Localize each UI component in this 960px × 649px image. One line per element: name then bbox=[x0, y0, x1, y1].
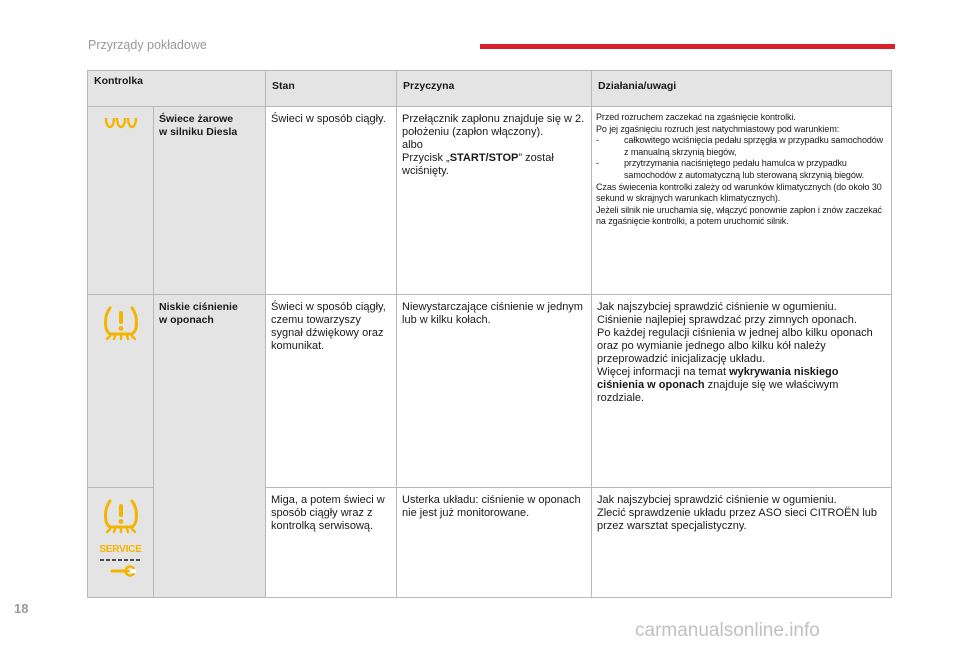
cause-text-2a: Przycisk „ bbox=[402, 152, 450, 164]
indicator-name-line2: w oponach bbox=[159, 314, 214, 326]
tyre-pressure-warning-icon bbox=[101, 329, 141, 346]
indicator-icon-cell bbox=[88, 488, 154, 598]
start-stop-label: START/STOP bbox=[449, 152, 519, 164]
actions-cell bbox=[592, 295, 892, 488]
page-number: 18 bbox=[14, 601, 29, 616]
service-wrench-icon bbox=[89, 544, 152, 583]
note-bullet: - całkowitego wciśnięcia pedału sprzęgła w przypadku samochodów z manualną skrzynią biegów, bbox=[596, 135, 884, 157]
tyre-pressure-warning-icon bbox=[101, 522, 141, 539]
actions-cell bbox=[592, 488, 892, 598]
note-line: Jak najszybciej sprawdzić ciśnienie w ogumieniu. bbox=[597, 494, 837, 506]
glow-plug-icon bbox=[103, 121, 139, 138]
cause-text: Przełącznik zapłonu znajduje się w 2. położeniu (zapłon włączony). bbox=[402, 113, 585, 138]
watermark: carmanualsonline.info bbox=[635, 620, 820, 641]
indicator-name-cell bbox=[154, 295, 266, 598]
cause-or: albo bbox=[402, 139, 423, 151]
service-label: SERVICE bbox=[99, 544, 142, 555]
column-header-cause: Przyczyna bbox=[397, 71, 592, 107]
table-row-glow-plugs bbox=[88, 107, 892, 295]
table-row-low-pressure bbox=[88, 295, 892, 488]
actions-cell bbox=[592, 107, 892, 295]
indicator-icon-cell bbox=[88, 295, 154, 488]
cause-cell bbox=[397, 107, 592, 295]
indicator-name-cell bbox=[154, 107, 266, 295]
note-line: Przed rozruchem zaczekać na zgaśnięcie kontrolki. bbox=[596, 112, 796, 122]
column-header-indicator: Kontrolka bbox=[88, 71, 266, 107]
note-line: Po jej zgaśnięciu rozruch jest natychmiastowy pod warunkiem: bbox=[596, 123, 840, 134]
column-header-state: Stan bbox=[266, 71, 397, 107]
indicator-name-line1: Świece żarowe bbox=[159, 113, 234, 125]
note-line: Więcej informacji na temat bbox=[597, 366, 730, 378]
state-cell: Świeci w sposób ciągły. bbox=[266, 107, 397, 295]
note-line: znajduje się we właściwym rozdziale. bbox=[597, 379, 839, 404]
cause-text-2b: ” został wciśnięty. bbox=[402, 152, 554, 177]
header-accent-bar bbox=[480, 44, 895, 49]
indicator-name-line1: Niskie ciśnienie bbox=[159, 301, 238, 313]
indicator-table bbox=[87, 70, 892, 598]
state-cell: Miga, a potem świeci w sposób ciągły wraz z kontrolką serwisową. bbox=[266, 488, 397, 598]
note-line: Zlecić sprawdzenie układu przez ASO sieci CITROËN lub przez warsztat specjalistyczny. bbox=[597, 507, 878, 532]
cause-cell: Niewystarczające ciśnienie w jednym lub w kilku kołach. bbox=[397, 295, 592, 488]
note-line: Jeżeli silnik nie uruchamia się, włączyć ponownie zapłon i znów zaczekać na zgaśnięcie kontrolki, a potem uruchomić silnik. bbox=[596, 204, 882, 227]
note-line: Jak najszybciej sprawdzić ciśnienie w ogumieniu. bbox=[597, 301, 837, 313]
note-bullet: - przytrzymania naciśniętego pedału hamulca w przypadku samochodów z automatyczną lub sterowaną skrzynią biegów. bbox=[596, 158, 865, 180]
note-line: Po każdej regulacji ciśnienia w jednej albo kilku oponach oraz po wymianie jednego albo kilku kół należy przeprowadzić inicjalizację układu. bbox=[597, 327, 873, 365]
state-cell: Świeci w sposób ciągły, czemu towarzyszy sygnał dźwiękowy oraz komunikat. bbox=[266, 295, 397, 488]
table-header-row bbox=[88, 71, 892, 107]
section-title: Przyrządy pokładowe bbox=[88, 38, 207, 52]
indicator-icon-cell bbox=[88, 107, 154, 295]
indicator-name-line2: w silniku Diesla bbox=[159, 126, 238, 138]
column-header-actions: Działania/uwagi bbox=[592, 71, 892, 107]
note-line: Ciśnienie najlepiej sprawdzać przy zimnych oponach. bbox=[597, 314, 857, 326]
note-line: Czas świecenia kontrolki zależy od warunków klimatycznych (do około 30 sekund w skrajnych warunkach klimatycznych). bbox=[596, 181, 882, 204]
note-bold-link-text: wykrywania niskiego ciśnienia w oponach bbox=[597, 366, 839, 391]
cause-cell: Usterka układu: ciśnienie w oponach nie jest już monitorowane. bbox=[397, 488, 592, 598]
